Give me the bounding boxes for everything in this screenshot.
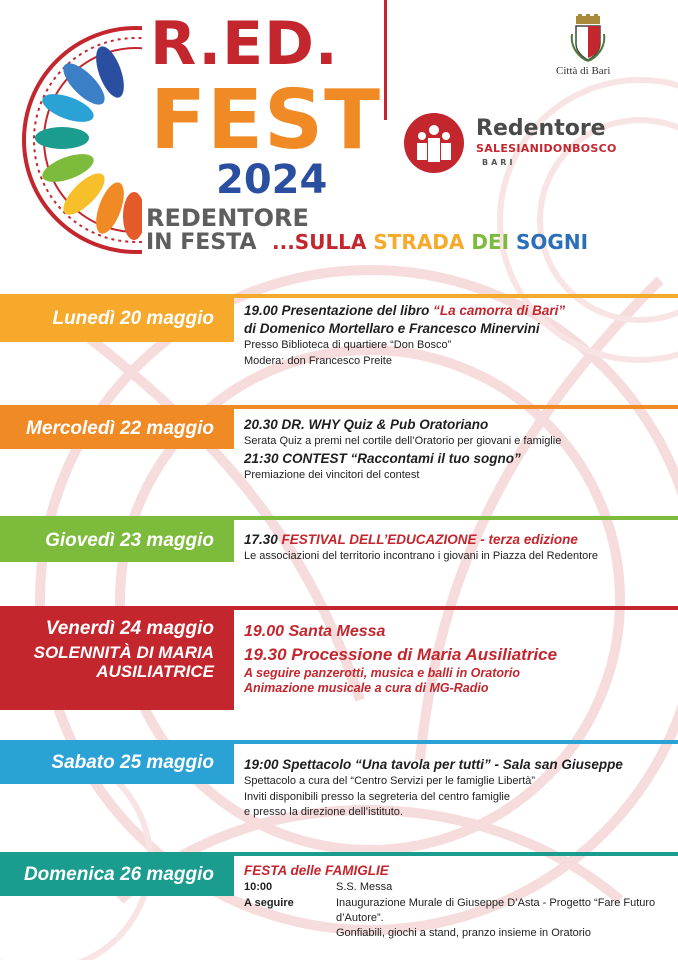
- day-band-mon: [0, 298, 234, 342]
- fri-procession: 19.30 Processione di Maria Ausiliatrice: [244, 645, 558, 665]
- sun-schedule: [244, 880, 674, 942]
- thu-desc: Le associazioni del territorio incontrano i giovani in Piazza del Redentore: [244, 550, 599, 563]
- subtitle-line2: IN FESTA: [146, 230, 257, 255]
- sun-title: FESTA delle FAMIGLIE: [244, 863, 389, 878]
- fri-mass: 19.00 Santa Messa: [244, 623, 386, 640]
- mon-line1-prefix: 19.00 Presentazione del libro: [244, 303, 434, 318]
- wed-quiz-desc: Serata Quiz a premi nel cortile dell’Oratorio per giovani e famiglie: [244, 435, 562, 448]
- mon-book-title: “La camorra di Bari”: [433, 303, 566, 318]
- tagline-part1: ...SULLA: [272, 230, 374, 254]
- tagline-part3: DEI: [471, 230, 517, 254]
- title-divider: [384, 0, 387, 120]
- sun-time-2: A seguire: [244, 896, 294, 909]
- city-label: Città di Bari: [556, 65, 611, 77]
- thu-time: 17.30: [244, 532, 282, 547]
- day-label-fri: Venerdì 24 maggio: [45, 618, 214, 639]
- sun-desc-1: S.S. Messa: [336, 881, 393, 894]
- rose-window-logo: [6, 20, 142, 260]
- subtitle-line1: REDENTORE: [146, 204, 309, 232]
- wed-contest: 21:30 CONTEST “Raccontami il tuo sogno”: [244, 450, 521, 466]
- day-band-thu: [0, 520, 234, 562]
- day-label-thu: Giovedì 23 maggio: [45, 530, 214, 551]
- day-label-mon: Lunedì 20 maggio: [52, 308, 214, 329]
- day-label-sun: Domenica 26 maggio: [23, 864, 214, 885]
- fri-solemnity-1: SOLENNITÀ DI MARIA: [33, 642, 214, 662]
- day-label-sat: Sabato 25 maggio: [51, 752, 214, 773]
- mon-moderator: Modera: don Francesco Preite: [244, 354, 392, 367]
- redentore-logo-icon: [400, 112, 468, 174]
- day-band-sat: [0, 744, 234, 784]
- sat-organizer: Spettacolo a cura del “Centro Servizi per le famiglie Libertà”: [244, 775, 536, 788]
- fri-after: A seguire panzerotti, musica e balli in Oratorio: [244, 665, 520, 680]
- event-title-fest: FEST: [150, 73, 382, 168]
- tagline-part2: STRADA: [373, 230, 472, 254]
- event-year: 2024: [216, 157, 328, 203]
- mon-venue: Presso Biblioteca di quartiere “Don Bosco”: [244, 339, 452, 352]
- day-band-wed: [0, 409, 234, 449]
- day-band-sun: [0, 856, 234, 896]
- logo-subtitle: SALESIANIDONBOSCO: [476, 142, 617, 155]
- day-label-wed: Mercoledì 22 maggio: [26, 418, 214, 439]
- day-band-fri: [0, 610, 234, 710]
- thu-festival: FESTIVAL DELL’EDUCAZIONE - terza edizione: [281, 532, 578, 547]
- sat-invites-2: e presso la direzione dell’istituto.: [244, 806, 403, 818]
- mon-authors: di Domenico Mortellaro e Francesco Minervini: [244, 321, 540, 337]
- fri-music: Animazione musicale a cura di MG-Radio: [244, 680, 489, 695]
- sun-desc-2: Inaugurazione Murale di Giuseppe D’Asta - Progetto “Fare Futuro d’Autore”.: [336, 896, 656, 924]
- sun-desc-3: Gonfiabili, giochi a stand, pranzo insieme in Oratorio: [336, 927, 591, 940]
- event-sat: [244, 756, 674, 820]
- event-title-red: R.ED.: [150, 9, 339, 79]
- event-wed: [244, 416, 674, 483]
- fri-solemnity-2: AUSILIATRICE: [96, 661, 214, 681]
- event-mon: [244, 302, 674, 369]
- event-fri: [244, 622, 674, 696]
- logo-city: BARI: [482, 158, 516, 167]
- tagline: [272, 232, 588, 252]
- sat-show: 19:00 Spettacolo “Una tavola per tutti” - Sala san Giuseppe: [244, 757, 623, 772]
- wed-quiz: 20.30 DR. WHY Quiz & Pub Oratoriano: [244, 417, 489, 432]
- city-crest-icon: [570, 14, 606, 62]
- tagline-part4: SOGNI: [516, 230, 589, 254]
- sat-invites: Inviti disponibili presso la segreteria del centro famiglie: [244, 790, 510, 803]
- logo-name: Redentore: [476, 116, 606, 141]
- event-thu: [244, 531, 674, 565]
- event-sun: [244, 862, 674, 942]
- sun-time-1: 10:00: [244, 881, 273, 894]
- wed-contest-desc: Premiazione dei vincitori del contest: [244, 468, 420, 481]
